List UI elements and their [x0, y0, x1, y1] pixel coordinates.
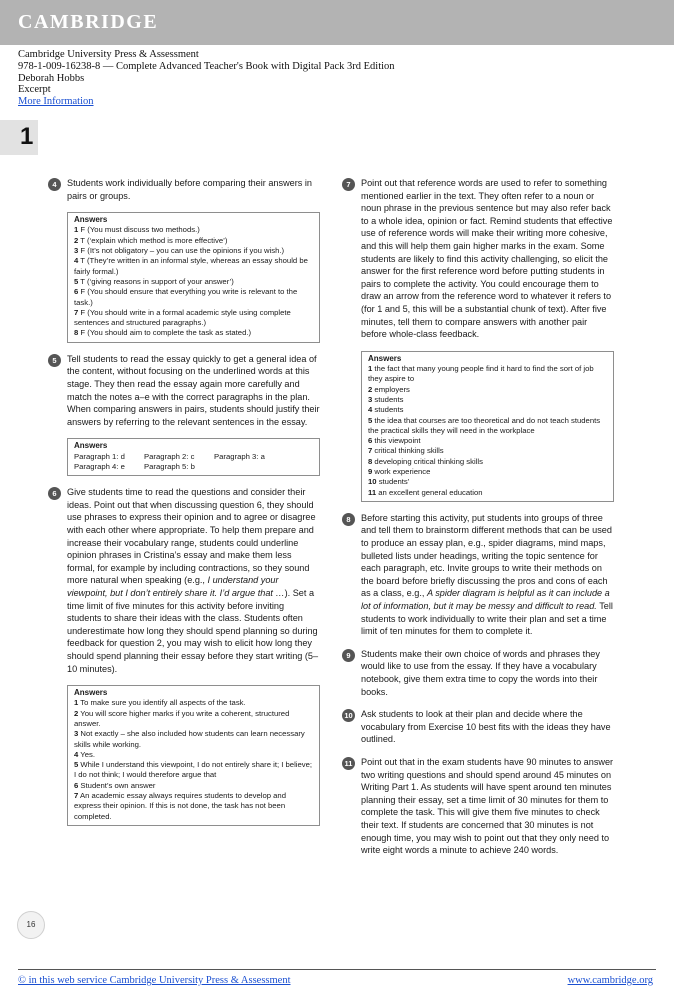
answers-box-4 — [67, 212, 320, 343]
exercise-number-badge: 7 — [342, 178, 355, 191]
exercise-7 — [342, 177, 614, 341]
copyright-link[interactable]: © in this web service Cambridge University Press & Assessment — [18, 975, 291, 986]
answer-item: 4 Yes. — [74, 749, 95, 759]
exercise-text: Students make their own choice of words and phrases they would like to use from the essay. If they have a vocabulary notebook, give them extra time to copy the words into their books. — [361, 648, 600, 697]
answer-item: 2 employers — [368, 384, 410, 394]
author: Deborah Hobbs — [18, 72, 85, 84]
answer-item: 1 F (You must discuss two methods.) — [74, 225, 200, 235]
footer-divider — [18, 969, 656, 970]
exercise-4 — [48, 177, 320, 202]
cambridge-logo: CAMBRIDGE — [18, 11, 159, 33]
unit-number: 1 — [20, 123, 34, 150]
answer-item: 6 Student’s own answer — [74, 780, 156, 790]
answers-title: Answers — [368, 353, 402, 363]
exercise-number-badge: 9 — [342, 649, 355, 662]
answer-item: 2 T (‘explain which method is more effective’) — [74, 235, 228, 245]
answer-cell: Paragraph 4: e — [74, 461, 125, 471]
exercise-text: Students work individually before comparing their answers in pairs or groups. — [67, 178, 312, 201]
exercise-text: Tell students to read the essay quickly to get a general idea of the content, without focusing on the underlined words at this stage. They then read the essay again more carefully and match the notes a–e with the correct paragraphs in the plan. When comparing answers in pairs, students should justify their answers by referring to the relevant sentences in the essay. — [67, 353, 320, 427]
answer-cell: Paragraph 1: d — [74, 451, 125, 461]
answer-item: 1 the fact that many young people find it hard to find the sort of job they aspire to — [368, 364, 594, 384]
answer-cell: Paragraph 2: c — [144, 451, 195, 461]
exercise-number-badge: 10 — [342, 709, 355, 722]
exercise-5 — [48, 353, 320, 429]
answer-item: 5 T (‘giving reasons in support of your answer’) — [74, 276, 234, 286]
exercise-text: Point out that in the exam students have 90 minutes to answer two writing questions and should spend around 45 minutes on Writing Part 1. As students will have spent around ten minutes planning their essay, set a time limit of 30 minutes for them to complete the task. This will give them five minutes to check their text. If students are concerned that 30 minutes is not enough time, you may wish to point out that they only need to write eight words a minute to achieve 240 words. — [361, 756, 614, 856]
exercise-9 — [342, 648, 614, 698]
answer-item: 7 An academic essay always requires students to develop and express their opinion. If this is not done, the task has not been completed. — [74, 791, 286, 821]
exercise-number-badge: 4 — [48, 178, 61, 191]
answer-item: 5 While I understand this viewpoint, I do not entirely share it; I believe; I do not think; I would therefore argue that — [74, 760, 313, 780]
isbn-title: 978-1-009-16238-8 — Complete Advanced Teacher's Book with Digital Pack 3rd Edition — [18, 60, 395, 72]
header-banner — [0, 0, 674, 45]
exercise-text: Give students time to read the questions and consider their ideas. Point out that when discussing question 6, they should use phrases to express their opinion and to agree or disagree with each other where appropriate. To help them prepare and increase their vocabulary range, students could underline opinion phrases in Cristina’s essay and make them less formal, for example by including contractions, so they sound more natural when speaking (e.g., I understand your viewpoint, but I don’t entirely share it. I’d argue that …). Set a time limit of five minutes for this activity before inviting students to share their ideas with the class. Students often underestimate how long they should spend planning so during feedback for question 2, you may wish to elicit how long they should spend planning their essay before they start writing (5–10 minutes). — [67, 487, 319, 674]
book-metadata — [18, 49, 395, 108]
answer-item: 3 F (It’s not obligatory – you can use the opinions if you wish.) — [74, 246, 285, 256]
answer-cell: Paragraph 5: b — [144, 461, 195, 471]
answer-item: 2 You will score higher marks if you write a coherent, structured answer. — [74, 708, 290, 728]
left-column — [48, 177, 320, 836]
exercise-number-badge: 6 — [48, 487, 61, 500]
answer-cell — [214, 462, 294, 472]
answer-item: 4 T (They’re written in an informal style, whereas an essay should be fairly formal.) — [74, 256, 308, 276]
website-link[interactable]: www.cambridge.org — [567, 975, 653, 986]
answer-item: 3 Not exactly – she also included how students can learn necessary skills while working. — [74, 729, 305, 749]
answer-item: 11 an excellent general education — [368, 487, 483, 497]
exercise-11 — [342, 756, 614, 857]
exercise-number-badge: 8 — [342, 513, 355, 526]
exercise-6 — [48, 486, 320, 675]
answer-item: 6 this viewpoint — [368, 436, 421, 446]
answer-item: 5 the idea that courses are too theoretical and do not teach students the practical skills they will need in the workplace — [368, 415, 601, 435]
exercise-number-badge: 11 — [342, 757, 355, 770]
answer-item: 8 developing critical thinking skills — [368, 456, 483, 466]
answer-item: 7 F (You should write in a formal academic style using complete sentences and structured paragraphs.) — [74, 307, 291, 328]
page-number: 16 — [17, 911, 45, 939]
answer-item: 3 students — [368, 394, 404, 404]
answers-box-5 — [67, 438, 320, 476]
answer-cell: Paragraph 3: a — [214, 451, 265, 461]
answer-item: 10 students’ — [368, 477, 410, 487]
answers-title: Answers — [74, 688, 108, 698]
answers-grid — [74, 452, 315, 473]
exercise-8 — [342, 512, 614, 638]
answer-item: 1 To make sure you identify all aspects of the task. — [74, 698, 246, 708]
excerpt-label: Excerpt — [18, 84, 51, 96]
answer-item: 7 critical thinking skills — [368, 446, 444, 456]
exercise-number-badge: 5 — [48, 354, 61, 367]
right-column — [342, 177, 614, 867]
answer-item: 9 work experience — [368, 466, 431, 476]
answers-box-6 — [67, 685, 320, 826]
answer-item: 4 students — [368, 405, 404, 415]
more-information-link[interactable]: More Information — [18, 96, 94, 108]
exercise-10 — [342, 708, 614, 746]
exercise-text: Point out that reference words are used to refer to something mentioned earlier in the text. They often refer to a noun or noun phrase in the previous sentence but may also refer back to a whole idea, opinion or fact. Remind students that effective use of reference words will make their writing more cohesive, and this will help them gain higher marks in the exam. Some students are likely to find this activity challenging, so elicit the answer for the first reference word before putting students in pairs to complete the activity. You could encourage them to draw an arrow from the reference word to whatever it refers to (for 1 and 5, this will be a substantial chunk of text). After five minutes, tell them to compare answers with another pair before whole-class feedback. — [361, 178, 613, 340]
publisher: Cambridge University Press & Assessment — [18, 49, 199, 60]
answers-title: Answers — [74, 441, 108, 451]
answer-item: 8 F (You should aim to complete the task as stated.) — [74, 328, 252, 338]
answers-box-7 — [361, 351, 614, 502]
answer-item: 6 F (You should ensure that everything you write is relevant to the task.) — [74, 287, 298, 307]
exercise-text: Ask students to look at their plan and decide where the vocabulary from Exercise 10 best fits with the ideas they have outlined. — [361, 709, 611, 745]
answers-title: Answers — [74, 215, 108, 225]
exercise-text: Before starting this activity, put students into groups of three and tell them to brainstorm different methods that can be used to produce an essay plan, e.g., spider diagrams, mind maps, bulleted lists under headings, writing the topic sentence for each paragraph, etc. Invite groups to write their methods on the board before briefly discussing the pros and cons of each as a class, e.g., A spider diagram is helpful as it can include a lot of information, but it may be messy and difficult to read. Tell students to work individually to write their plan and set a time limit of ten minutes for them to complete it. — [361, 512, 613, 637]
